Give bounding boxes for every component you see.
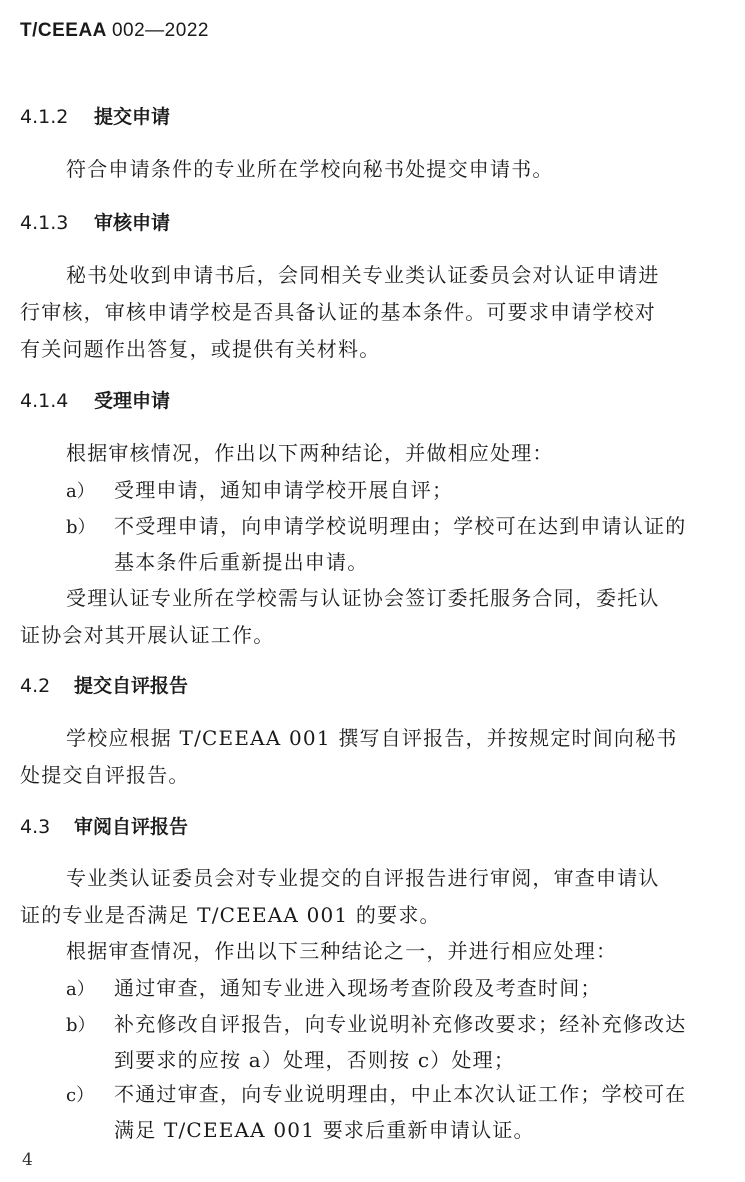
paragraph-line: 证协会对其开展认证工作。	[20, 623, 275, 647]
paragraph-line: 根据审查情况，作出以下三种结论之一，并进行相应处理：	[66, 939, 618, 963]
list-item-line: 不受理申请，向申请学校说明理由；学校可在达到申请认证的	[114, 514, 687, 538]
list-marker: b）	[66, 1015, 96, 1036]
paragraph-line: 证的专业是否满足 T/CEEAA 001 的要求。	[20, 903, 441, 927]
paragraph-line: 根据审核情况，作出以下两种结论，并做相应处理：	[66, 441, 554, 465]
list-item-line: 受理申请，通知申请学校开展自评；	[114, 478, 454, 502]
page-number: 4	[22, 1150, 33, 1170]
section-number: 4.2	[20, 675, 51, 697]
section-number: 4.1.2	[20, 106, 69, 128]
paragraph-line: 受理认证专业所在学校需与认证协会签订委托服务合同，委托认	[66, 586, 660, 610]
section-title: 提交申请	[94, 106, 171, 128]
list-marker: c）	[66, 1085, 95, 1106]
list-marker: b）	[66, 517, 96, 538]
list-marker: a）	[66, 481, 95, 502]
paragraph-line: 学校应根据 T/CEEAA 001 撰写自评报告，并按规定时间向秘书	[66, 726, 678, 750]
list-item-line: 不通过审查，向专业说明理由，中止本次认证工作；学校可在	[114, 1082, 687, 1106]
list-marker: a）	[66, 979, 95, 1000]
standard-number: 002—2022	[111, 20, 209, 41]
section-heading-4-1-2	[20, 102, 170, 129]
paragraph-line: 有关问题作出答复，或提供有关材料。	[20, 337, 381, 361]
section-heading-4-1-3	[20, 208, 170, 235]
list-item-line: 补充修改自评报告，向专业说明补充修改要求；经补充修改达	[114, 1012, 687, 1036]
paragraph-line: 符合申请条件的专业所在学校向秘书处提交申请书。	[66, 157, 554, 181]
section-heading-4-2	[20, 671, 188, 698]
standard-code: T/CEEAA	[20, 20, 107, 41]
section-number: 4.1.3	[20, 212, 69, 234]
paragraph-line: 处提交自评报告。	[20, 763, 190, 787]
list-item-line: 到要求的应按 a）处理，否则按 c）处理；	[114, 1048, 516, 1072]
list-item-line: 基本条件后重新提出申请。	[114, 550, 369, 574]
section-heading-4-1-4	[20, 386, 170, 413]
section-title: 受理申请	[94, 390, 171, 412]
list-item-line: 通过审查，通知专业进入现场考查阶段及考查时间；	[114, 976, 602, 1000]
paragraph-line: 行审核，审核申请学校是否具备认证的基本条件。可要求申请学校对	[20, 300, 656, 324]
page-header	[20, 20, 209, 42]
section-title: 审阅自评报告	[74, 816, 189, 838]
list-item-line: 满足 T/CEEAA 001 要求后重新申请认证。	[114, 1118, 535, 1142]
paragraph-line: 秘书处收到申请书后，会同相关专业类认证委员会对认证申请进	[66, 263, 660, 287]
paragraph-line: 专业类认证委员会对专业提交的自评报告进行审阅，审查申请认	[66, 866, 660, 890]
section-title: 提交自评报告	[74, 675, 189, 697]
section-heading-4-3	[20, 812, 188, 839]
section-title: 审核申请	[94, 212, 171, 234]
section-number: 4.3	[20, 816, 51, 838]
section-number: 4.1.4	[20, 390, 69, 412]
